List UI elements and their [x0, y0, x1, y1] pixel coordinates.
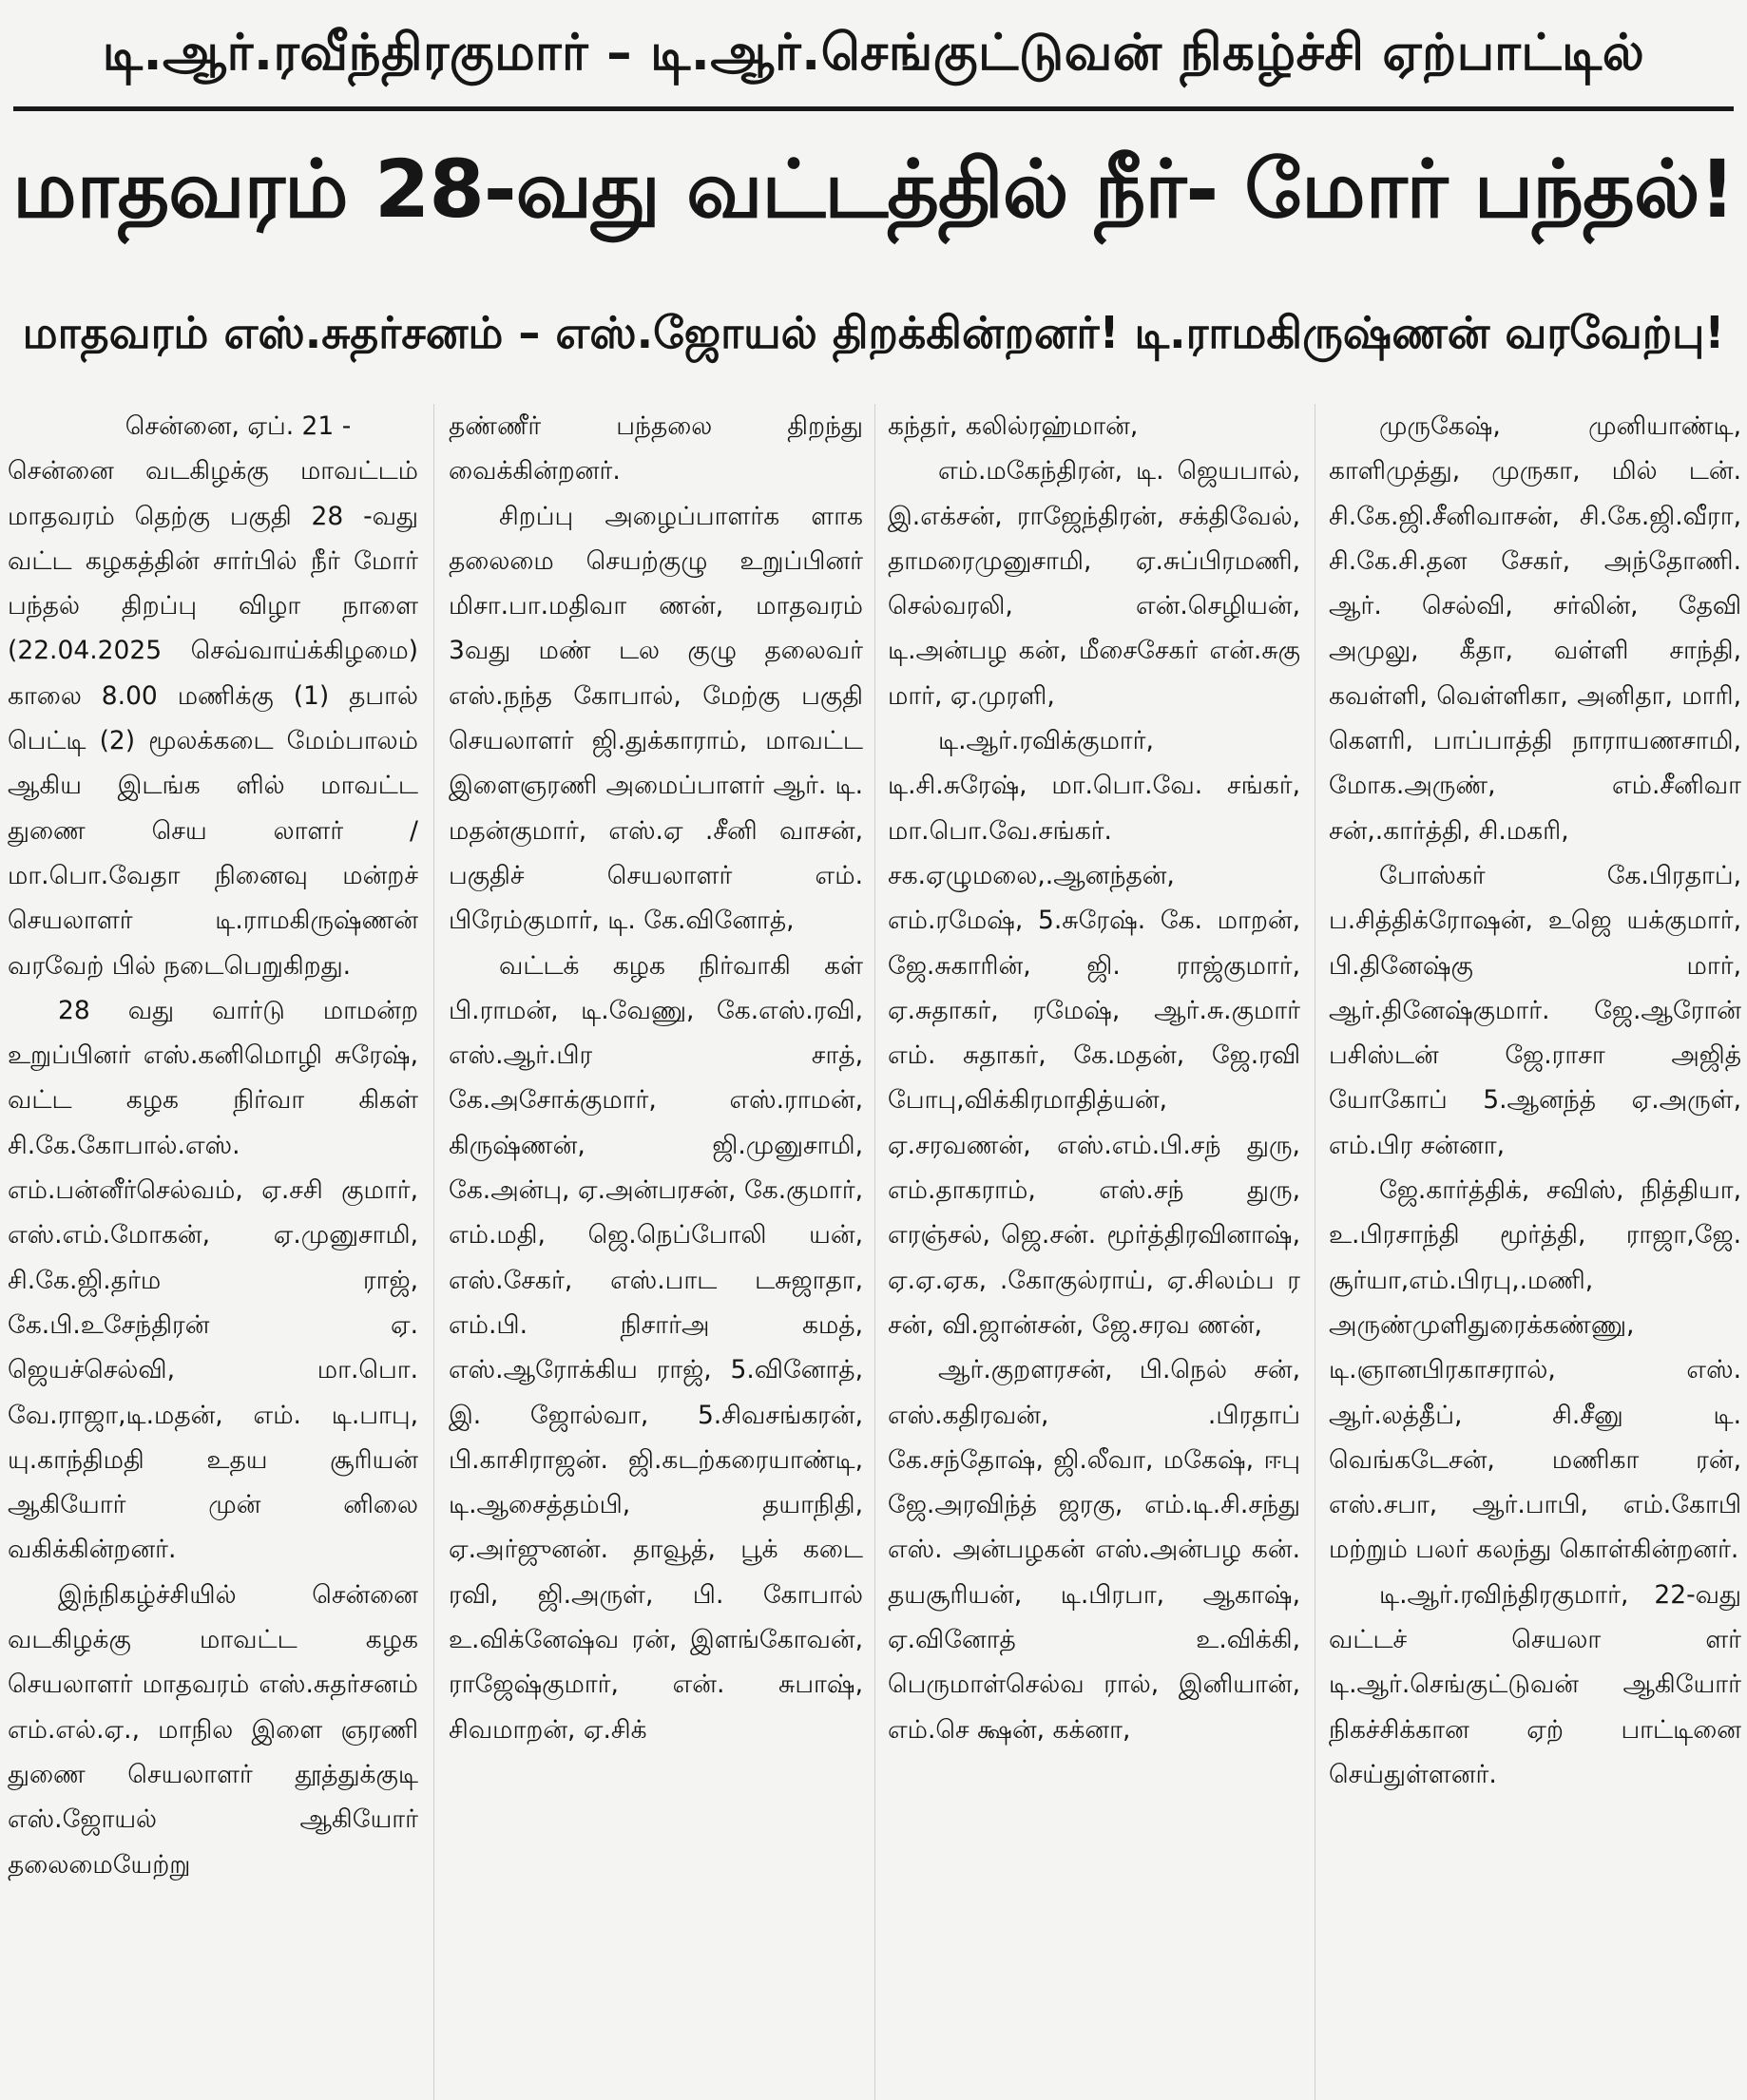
article-paragraph: முருகேஷ், முனியாண்டி, காளிமுத்து, முருகா, மில் டன். சி.கே.ஜி.சீனிவாசன், சி.கே.ஜி.வீரா, சி.கே.சி.தன சேகர், அந்தோணி. ஆர். செல்வி, சர்லின், தேவி அமுலு, கீதா, வள்ளி சாந்தி, கவள்ளி, வெள்ளிகா, அனிதா, மாரி, கௌரி, பாப்பாத்தி நாராயணசாமி, மோக.அருண், எம்.சீனிவா சன்,.கார்த்தி, சி.மகரி, — [1329, 411, 1741, 846]
article-paragraph: தண்ணீர் பந்தலை திறந்து வைக்கின்றனர். — [449, 411, 863, 487]
article-paragraph: ஆர்.குறளரசன், பி.நெல் சன், எஸ்.கதிரவன், .பிரதாப் கே.சந்தோஷ், ஜி.லீவா, மகேஷ், ஈபு ஜே.அரவிந்த் ஜரகு, எம்.டி.சி.சந்து எஸ். அன்பழகன் எஸ்.அன்பழ கன். தயசூரியன், டி.பிரபா, ஆகாஷ், ஏ.வினோத் உ.விக்கி, பெருமாள்செல்வ ரால், இனியான், எம்.செ க்ஷன், கக்னா, — [888, 1355, 1300, 1745]
article-body — [0, 404, 1747, 2100]
article-paragraph: சென்னை வடகிழக்கு மாவட்டம் மாதவரம் தெற்கு பகுதி 28 -வது வட்ட கழகத்தின் சார்பில் நீர் மோர் பந்தல் திறப்பு விழா நாளை (22.04.2025 செவ்வாய்க்கிழமை) காலை 8.00 மணிக்கு (1) தபால் பெட்டி (2) மூலக்கடை மேம்பாலம் ஆகிய இடங்க ளில் மாவட்ட துணை செய லாளர் / மா.பொ.வேதா நினைவு மன்றச் செயலாளர் டி.ராமகிருஷ்ணன் வரவேற் பில் நடைபெறுகிறது. — [8, 456, 418, 981]
article-paragraph: போஸ்கர் கே.பிரதாப், ப.சித்திக்ரோஷன், உஜெ யக்குமார், பி.தினேஷ்கு மார், ஆர்.தினேஷ்குமார். ஜே.ஆரோன் பசிஸ்டன் ஜே.ராசா அஜித் யோகோப் 5.ஆனந்த் ஏ.அருள், எம்.பிர சன்னா, — [1329, 860, 1741, 1160]
header-rule — [13, 106, 1734, 111]
article-column-1 — [8, 404, 418, 2100]
article-paragraph: ஜே.கார்த்திக், சவிஸ், நித்தியா, உ.பிரசாந்தி மூர்த்தி, ராஜா,ஜே. சூர்யா,எம்.பிரபு,.மணி, அருண்முளிதுரைக்கண்ணு, டி.ஞானபிரகாசரால், எஸ். ஆர்.லத்தீப், சி.சீனு டி. வெங்கடேசன், மணிகா ரன், எஸ்.சபா, ஆர்.பாபி, எம்.கோபி மற்றும் பலர் கலந்து கொள்கின்றனர். — [1329, 1175, 1741, 1565]
article-paragraph: 28 வது வார்டு மாமன்ற உறுப்பினர் எஸ்.கனிமொழி சுரேஷ், வட்ட கழக நிர்வா கிகள் சி.கே.கோபால்.எஸ். எம்.பன்னீர்செல்வம், ஏ.சசி குமார், எஸ்.எம்.மோகன், ஏ.முனுசாமி, சி.கே.ஜி.தர்ம ராஜ், கே.பி.உசேந்திரன் ஏ. ஜெயச்செல்வி, மா.பொ. வே.ராஜா,டி.மதன், எம். டி.பாபு, யு.காந்திமதி உதய சூரியன் ஆகியோர் முன் னிலை வகிக்கின்றனர். — [8, 995, 418, 1565]
article-paragraph: சிறப்பு அழைப்பாளர்க ளாக தலைமை செயற்குழு உறுப்பினர் மிசா.பா.மதிவா ணன், மாதவரம் 3வது மண் டல குழு தலைவர் எஸ்.நந்த கோபால், மேற்கு பகுதி செயலாளர் ஜி.துக்காராம், மாவட்ட இளைஞரணி அமைப்பாளர் ஆர். டி. மதன்குமார், எஸ்.ஏ .சீனி வாசன், பகுதிச் செயலாளர் எம். பிரேம்குமார், டி. கே.வினோத், — [449, 501, 863, 936]
article-column-4 — [1329, 404, 1741, 2100]
article-paragraph: வட்டக் கழக நிர்வாகி கள் பி.ராமன், டி.வேணு, கே.எஸ்.ரவி, எஸ்.ஆர்.பிர சாத், கே.அசோக்குமார், எஸ்.ராமன், கிருஷ்ணன், ஜி.முனுசாமி, கே.அன்பு, ஏ.அன்பரசன், கே.குமார், எம்.மதி, ஜெ.நெப்போலி யன், எஸ்.சேகர், எஸ்.பாட டசுஜாதா, எம்.பி. நிசார்அ கமத், எஸ்.ஆரோக்கிய ராஜ், 5.வினோத், இ. ஜோல்வா, 5.சிவசங்கரன், பி.காசிராஜன். ஜி.கடற்கரையாண்டி, டி.ஆசைத்தம்பி, தயாநிதி, ஏ.அர்ஜுனன். தாவூத், பூக் கடை ரவி, ஜி.அருள், பி. கோபால் உ.விக்னேஷ்வ ரன், இளங்கோவன், ராஜேஷ்குமார், என். சுபாஷ், சிவமாறன், ஏ.சிக் — [449, 950, 863, 1745]
headline: மாதவரம் 28-வது வட்டத்தில் நீர்- மோர் பந்தல்! — [12, 143, 1735, 236]
dateline: சென்னை, ஏப். 21 - — [125, 411, 352, 441]
kicker-line: டி.ஆர்.ரவீந்திரகுமார் – டி.ஆர்.செங்குட்டுவன் நிகழ்ச்சி ஏற்பாட்டில் — [102, 24, 1645, 82]
article-paragraph: இந்நிகழ்ச்சியில் சென்னை வடகிழக்கு மாவட்ட கழக செயலாளர் மாதவரம் எஸ்.சுதர்சனம் எம்.எல்.ஏ., மாநில இளை ஞரணி துணை செயலாளர் தூத்துக்குடி எஸ்.ஜோயல் ஆகியோர் தலைமையேற்று — [8, 1579, 418, 1880]
article-paragraph: எம்.மகேந்திரன், டி. ஜெயபால், இ.எக்சன், ராஜேந்திரன், சக்திவேல், தாமரைமுனுசாமி, ஏ.சுப்பிரமணி, செல்வரலி, என்.செழியன், டி.அன்பழ கன், மீசைசேகர் என்.சுகு மார், ஏ.முரளி, — [888, 456, 1300, 711]
article-paragraph: கந்தர், கலில்ரஹ்மான், — [888, 411, 1139, 441]
article-column-2 — [449, 404, 863, 2100]
article-paragraph: டி.ஆர்.ரவிந்திரகுமார், 22-வது வட்டச் செயலா ளர் டி.ஆர்.செங்குட்டுவன் ஆகியோர் நிகச்சிக்கான ஏற் பாட்டினை செய்துள்ளனர். — [1329, 1579, 1741, 1789]
article-column-3 — [888, 404, 1300, 2100]
article-paragraph: டி.ஆர்.ரவிக்குமார், டி.சி.சுரேஷ், மா.பொ.வே. சங்கர், மா.பொ.வே.சங்கர். சக.ஏழுமலை,.ஆனந்தன், எம்.ரமேஷ், 5.சுரேஷ். கே. மாறன், ஜே.சுகாரின், ஜி. ராஜ்குமார், ஏ.சுதாகர், ரமேஷ், ஆர்.சு.குமார் எம். சுதாகர், கே.மதன், ஜே.ரவி போபு,விக்கிரமாதித்யன், ஏ.சரவணன், எஸ்.எம்.பி.சந் துரு, எம்.தாகராம், எஸ்.சந் துரு, எரஞ்சல், ஜெ.சன். மூர்த்திரவினாஷ், ஏ.ஏ.ஏக, .கோகுல்ராய், ஏ.சிலம்ப ர சன், வி.ஜான்சன், ஜே.சரவ ணன், — [888, 726, 1300, 1340]
subheadline: மாதவரம் எஸ்.சுதர்சனம் – எஸ்.ஜோயல் திறக்கின்றனர்! டி.ராமகிருஷ்ணன் வரவேற்பு! — [22, 306, 1725, 358]
